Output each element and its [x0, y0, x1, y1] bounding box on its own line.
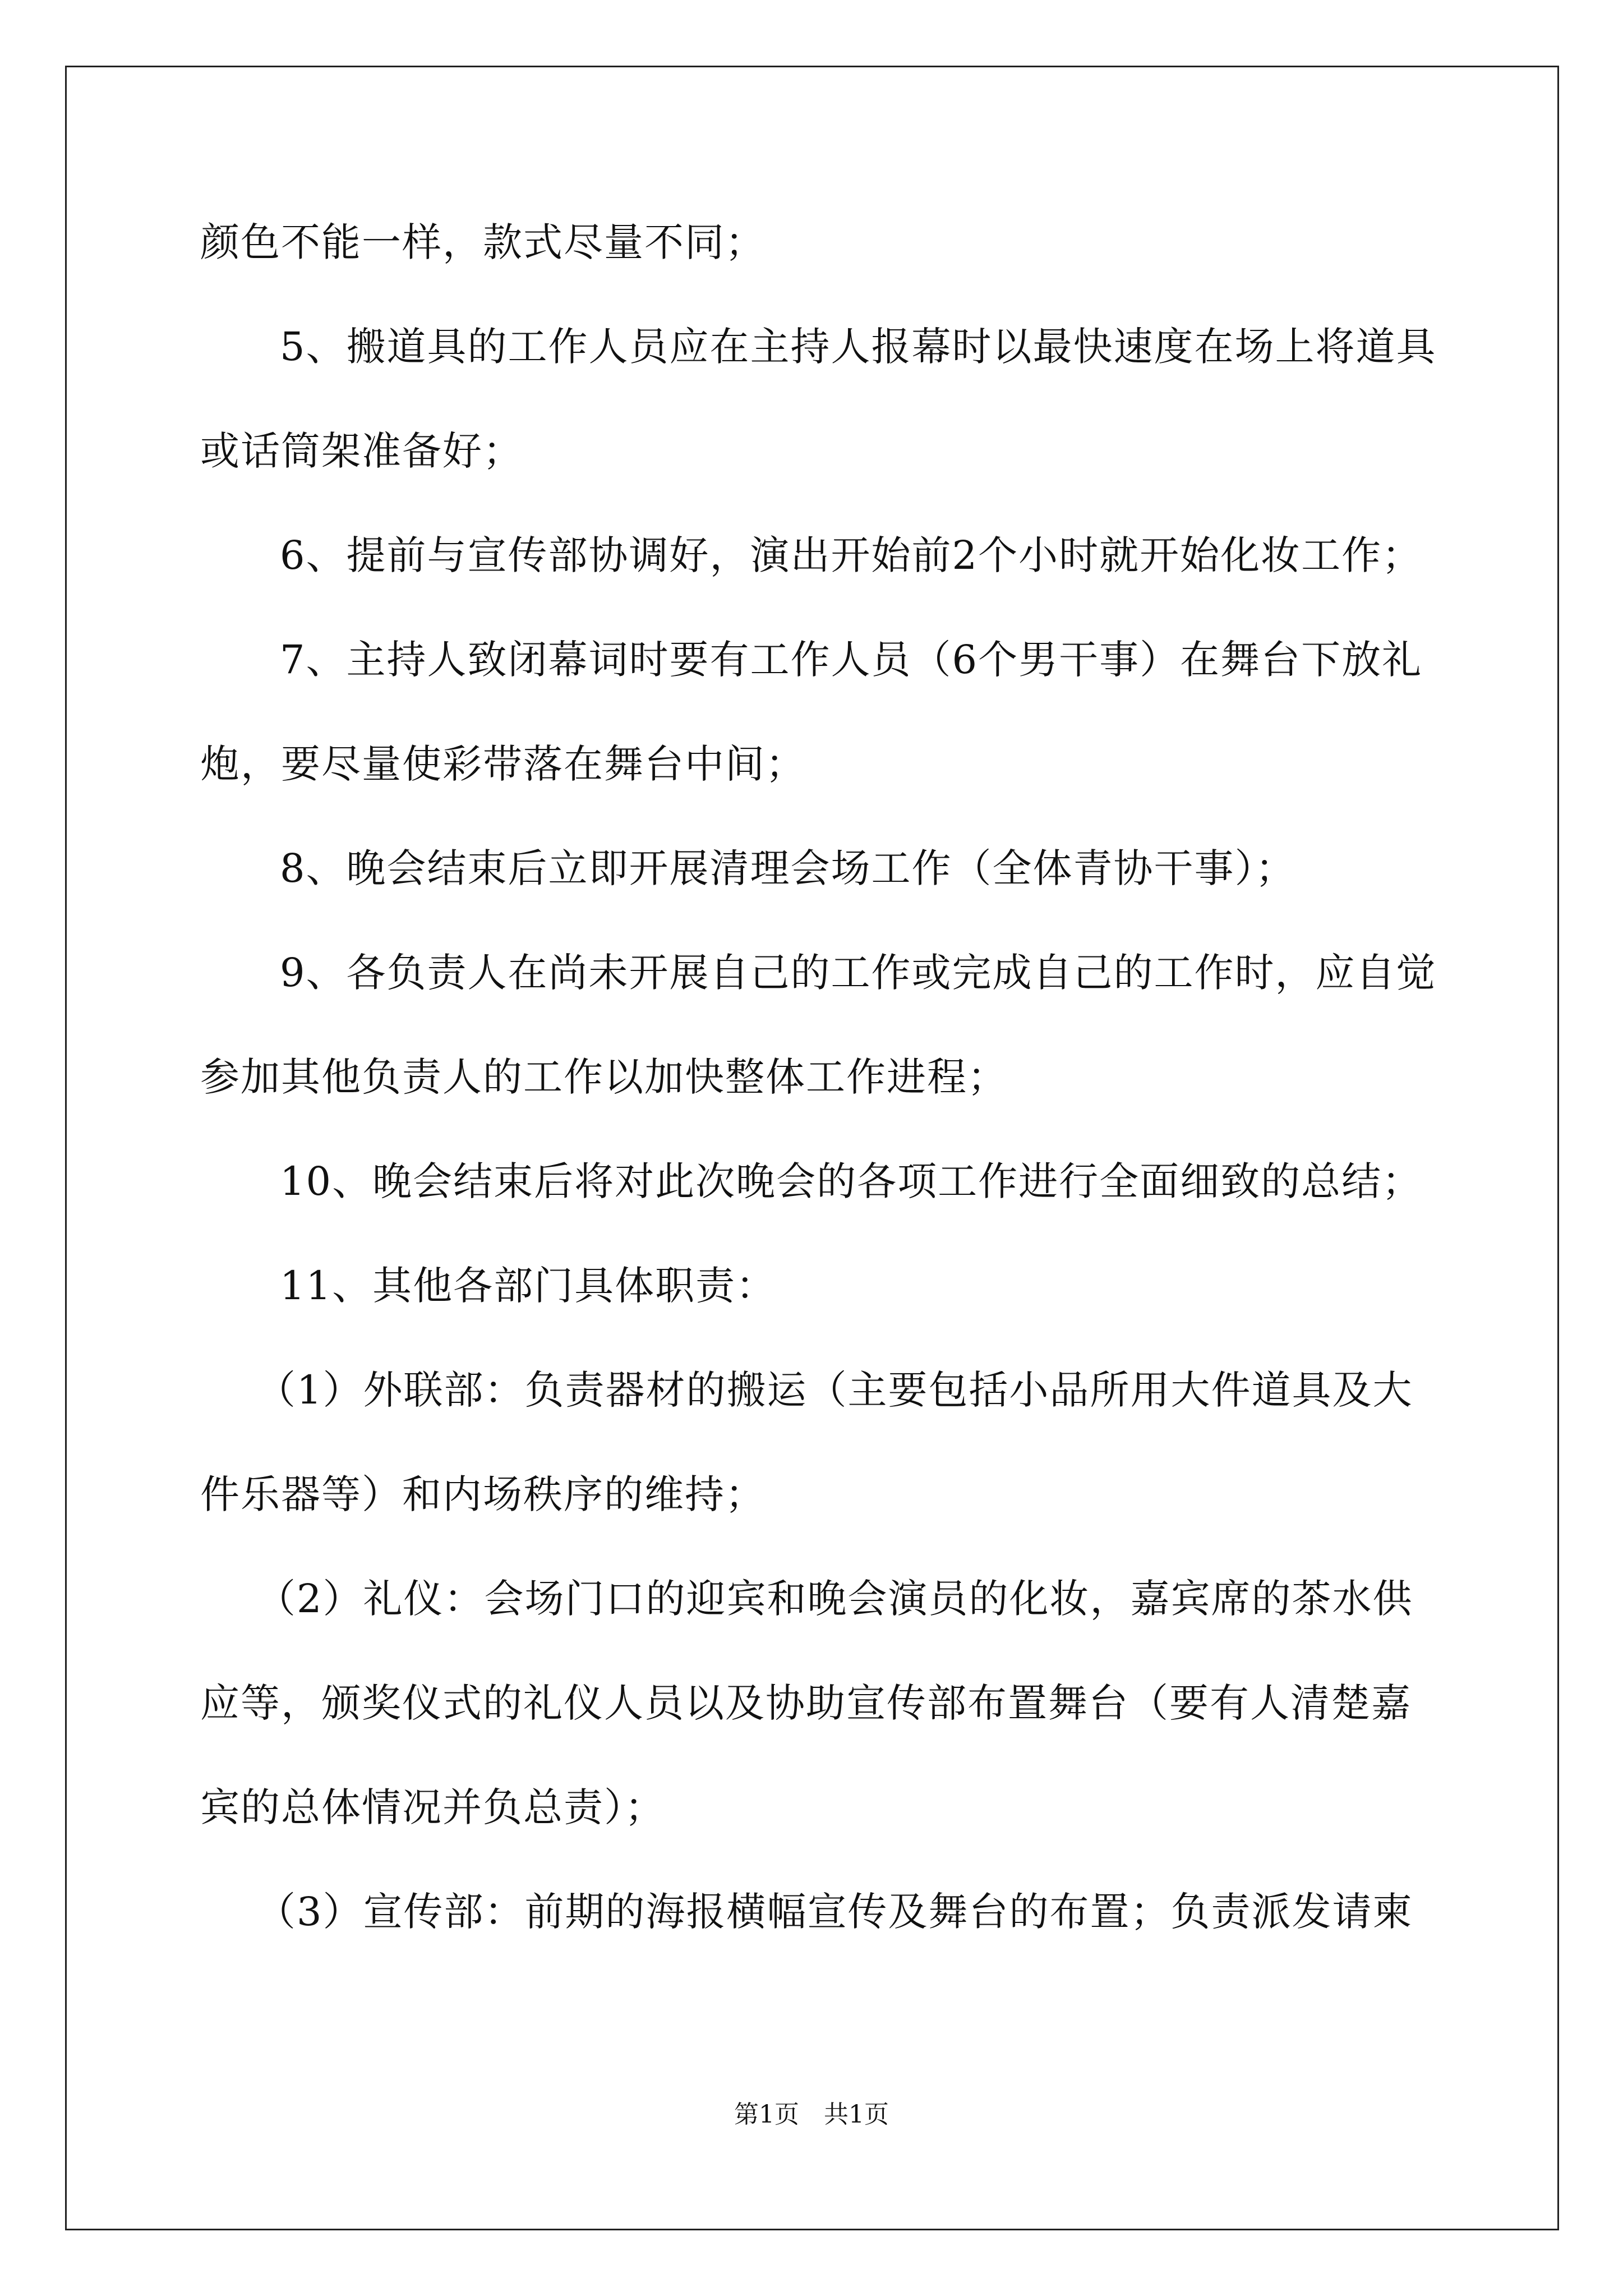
text-line: （3）宣传部：前期的海报横幅宣传及舞台的布置；负责派发请柬: [256, 1889, 1413, 1935]
text-line: 6、提前与宣传部协调好，演出开始前2个小时就开始化妆工作；: [280, 532, 1423, 578]
page-number: 第1页 共1页: [734, 2100, 889, 2129]
text-line: （2）礼仪：会场门口的迎宾和晚会演员的化妆，嘉宾席的茶水供: [256, 1576, 1413, 1622]
text-line: 颜色不能一样，款式尽量不同；: [200, 219, 766, 265]
text-line: 参加其他负责人的工作以加快整体工作进程；: [200, 1054, 1008, 1100]
text-line: 7、主持人致闭幕词时要有工作人员（6个男干事）在舞台下放礼: [280, 637, 1423, 683]
text-line: 或话筒架准备好；: [200, 428, 523, 474]
text-line: （1）外联部：负责器材的搬运（主要包括小品所用大件道具及大: [256, 1367, 1413, 1413]
text-line: 11、其他各部门具体职责：: [280, 1263, 777, 1309]
text-line: 应等，颁奖仪式的礼仪人员以及协助宣传部布置舞台（要有人清楚嘉: [200, 1680, 1412, 1726]
text-line: 炮，要尽量使彩带落在舞台中间；: [200, 741, 806, 787]
text-line: 件乐器等）和内场秩序的维持；: [200, 1471, 766, 1517]
text-line: 10、晚会结束后将对此次晚会的各项工作进行全面细致的总结；: [280, 1158, 1423, 1204]
text-line: 9、各负责人在尚未开展自己的工作或完成自己的工作时，应自觉: [280, 950, 1437, 996]
text-line: 5、搬道具的工作人员应在主持人报幕时以最快速度在场上将道具: [280, 324, 1437, 370]
text-line: 8、晚会结束后立即开展清理会场工作（全体青协干事）；: [280, 845, 1296, 891]
text-line: 宾的总体情况并负总责）；: [200, 1784, 665, 1830]
